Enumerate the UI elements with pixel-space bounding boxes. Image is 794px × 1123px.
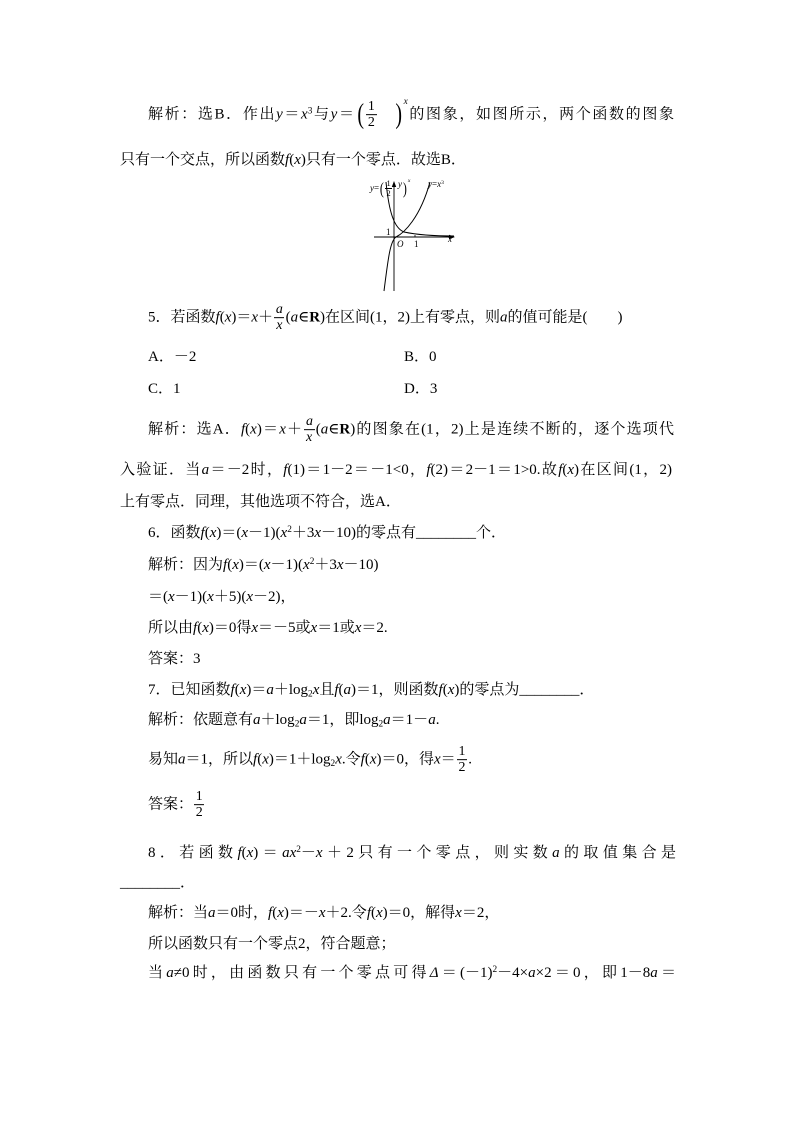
italic-variable: x [369,751,377,768]
text-run: )只有一个零点．故选B． [300,152,466,168]
solution-7-line-1 [148,709,439,731]
text-run: － [300,845,316,861]
italic-variable: f [283,462,288,478]
solution-6-line-2 [148,586,296,608]
fraction [457,744,467,776]
exponent: x [403,96,408,107]
italic-variable: y [428,179,432,189]
italic-variable: x [354,620,362,636]
text-run: ( [227,557,233,573]
text-run: 答案：3 [148,651,201,667]
italic-variable: x [301,106,308,123]
fraction-numerator: 1 [458,744,466,760]
text-run: ＋log [260,712,295,728]
italic-variable: a [383,712,391,728]
solution-8-line-3 [148,962,676,984]
text-run: ＝(－1) [438,965,493,981]
text-run: ( [234,682,240,698]
italic-variable: a [178,751,186,768]
question-5-option-c: C．1 [148,381,181,397]
text-run: 解析：当 [148,905,209,921]
italic-variable: x [207,589,214,605]
text-run: ＝1或 [317,620,355,636]
superscript: 3 [307,106,313,117]
text-run: ＝1，所以 [185,751,254,768]
question-6-stem [148,522,506,544]
text-run: 只有一个交点，所以函数 [120,152,286,168]
text-run: ( [241,845,247,861]
text-run: ＝1－ [390,712,429,728]
italic-variable: a [343,682,352,698]
text-run: ＋ [258,309,274,326]
italic-variable: a [650,965,658,981]
italic-variable: f [366,905,371,921]
italic-variable: f [230,682,235,698]
text-run: －10)的零点有________个． [321,525,507,541]
text-run: ＋3 [314,557,337,573]
solution-8-line-1 [148,902,499,924]
italic-variable: f [193,620,198,636]
italic-variable: x [168,589,175,605]
text-run: ＝ [282,106,302,123]
text-run: )＝0得 [208,620,252,636]
italic-variable: x [224,309,232,326]
italic-variable: x [336,557,344,573]
function-graph-figure [368,178,458,292]
text-run: 解析：因为 [148,557,224,573]
text-run: －1)( [174,589,208,605]
italic-variable: a [166,965,174,981]
text-run: －1)( [248,525,281,541]
italic-variable: x [263,557,271,573]
text-run: ( [197,620,203,636]
text-run: .令 [341,751,361,768]
text-run: )＝ [231,309,252,326]
text-run: (1)＝1－2＝－1<0， [287,462,427,478]
italic-variable: Δ [429,965,439,981]
fraction-denominator: 2 [458,760,466,776]
fraction [385,179,391,198]
text-run: )在区间(1，2) [574,462,672,478]
superscript: 2 [296,844,301,855]
text-run: 6．函数 [148,525,201,541]
answer-7 [148,789,206,821]
text-run: )的零点为________． [454,682,595,698]
text-run: ＝2. [361,620,388,636]
italic-variable: a [299,712,307,728]
fraction-denominator: 2 [386,189,391,199]
text-run: ＝－2时， [209,462,284,478]
italic-variable: f [438,682,443,698]
solution-6-line-1 [148,554,379,576]
solution-4-line-2 [120,149,466,171]
bold-symbol: R [339,421,351,438]
italic-variable: a [500,309,508,326]
italic-variable: f [334,682,339,698]
italic-variable: x [251,309,259,326]
origin-label: O [397,239,404,249]
italic-variable: a [428,712,436,728]
text-run: ( [245,421,251,438]
text-run: 的图象，如图所示，两个函数的图象 [407,106,674,123]
text-run: 当 [148,965,167,981]
italic-variable: y [330,106,338,123]
text-run: )的图象在(1，2)上是连续不断的，逐个选项代 [350,421,674,438]
fraction [304,414,314,446]
italic-variable: f [268,905,273,921]
text-run: ( [562,462,568,478]
italic-variable: x [455,905,462,921]
solution-7-line-2 [148,744,472,776]
question-5-option-a: A．－2 [148,349,197,365]
italic-variable: f [200,525,205,541]
text-run: 8．若函数 [148,845,238,861]
exponent: x [407,177,411,184]
superscript: 2 [287,524,292,535]
fraction [194,789,204,821]
fraction [366,99,376,131]
italic-variable: x [314,525,322,541]
text-run: ＋5)( [213,589,247,605]
italic-variable: x [310,620,318,636]
parenthesized-fraction-power [356,96,408,131]
italic-variable: x [241,525,249,541]
text-run: ∈ [328,421,340,438]
text-run: ＝( [148,589,168,605]
text-run: ( [289,152,295,168]
close-paren: ) [403,179,408,199]
text-run: ( [257,751,263,768]
fraction-numerator: 1 [386,179,391,188]
italic-variable: f [558,462,563,478]
italic-variable: a [290,309,299,326]
cubic-curve-label [428,179,444,189]
y-axis-label: y [398,179,402,189]
italic-variable: a [208,905,216,921]
italic-variable: x [433,751,441,768]
text-run: ( [272,905,278,921]
italic-variable: a [266,682,274,698]
open-paren: ( [357,98,364,130]
italic-variable: f [223,557,228,573]
italic-variable: x [209,525,217,541]
fraction-denominator: 2 [195,805,203,821]
text-run: )＝－ [283,905,319,921]
text-run: )＝( [238,557,264,573]
italic-variable: a [552,845,560,861]
fraction-numerator: a [306,414,313,430]
text-run: ＋ [285,421,304,438]
italic-variable: y [370,182,374,193]
text-run: )＝1＋log [268,751,331,768]
italic-variable: f [215,309,220,326]
text-run: 且 [319,682,335,698]
text-run: －1)( [270,557,304,573]
text-run: )＝0，得 [376,751,434,768]
italic-variable: x [315,845,323,861]
text-run: ( [219,309,225,326]
italic-variable: f [426,462,431,478]
text-run: ( [370,905,376,921]
text-run: = [374,182,380,193]
exponential-curve-label [370,179,410,198]
y-axis-unit-label: 1 [386,227,391,237]
text-run: ＝ [657,965,676,981]
text-run: ( [338,682,344,698]
solution-5-line-1 [148,414,674,446]
text-run: 的值可能是( ) [507,309,623,326]
text-run: 上有零点．同理，其他选项不符合，选A． [120,494,401,510]
italic-variable: x [239,682,247,698]
subscript: 2 [294,719,300,730]
italic-variable: x [251,620,259,636]
italic-variable: x [447,682,455,698]
text-run: )＝ [246,682,267,698]
text-run: 的取值集合是 [559,845,676,861]
question-5-option-b: B．0 [404,349,437,365]
x-axis-unit-label: 1 [414,239,419,249]
italic-variable: x [318,905,326,921]
text-run: ( [364,751,370,768]
solution-8-line-2 [148,933,396,955]
text-run: ＝ [337,106,356,123]
text-run: 所以由 [148,620,194,636]
text-run: 解析：依题意有 [148,712,254,728]
superscript: 2 [309,556,315,567]
superscript: 2 [492,964,498,975]
text-run: －4× [497,965,529,981]
text-run: ＝－5或 [258,620,311,636]
italic-variable: x [202,620,209,636]
text-run: 解析：选A． [148,421,241,438]
question-8-stem-line-1 [148,842,676,864]
text-run: = [432,179,438,189]
text-run: 所以函数只有一个零点2，符合题意； [148,936,396,952]
text-run: －2)， [253,589,296,605]
italic-variable: y [276,106,283,123]
fraction-denominator: 2 [367,115,375,131]
italic-variable: x [375,905,383,921]
italic-variable: ax [282,845,297,861]
text-run: ＋2.令 [325,905,367,921]
fraction-denominator: x [306,430,313,446]
text-run: ＝2， [461,905,500,921]
text-run: 答案： [148,796,194,813]
italic-variable: x [232,557,239,573]
fraction-numerator: a [275,302,283,318]
text-run: ＋log [273,682,309,698]
italic-variable: f [237,845,242,861]
italic-variable: f [253,751,258,768]
answer-6 [148,648,201,670]
text-run: 易知 [148,751,179,768]
subscript: 2 [308,689,313,700]
italic-variable: x [567,462,575,478]
italic-variable: f [360,751,365,768]
italic-variable: x [280,525,288,541]
text-run: 解析：选B．作出 [148,106,277,123]
text-run: 7．已知函数 [148,682,231,698]
open-paren: ( [379,179,384,199]
fraction [274,302,284,334]
question-5-stem [148,302,623,334]
solution-6-line-3 [148,617,388,639]
italic-variable: x [312,682,320,698]
text-run: )在区间(1，2)上有零点，则 [320,309,501,326]
question-7-stem [148,679,594,701]
italic-variable: x [279,421,286,438]
text-run: ( [285,309,291,326]
bold-symbol: R [309,309,321,326]
text-run: ________． [120,875,196,891]
fraction-denominator: x [276,318,283,334]
italic-variable: x [250,421,257,438]
text-run: )＝ [253,845,283,861]
italic-variable: x [262,751,269,768]
italic-variable: a [253,712,261,728]
text-run: ∈ [298,309,310,326]
italic-variable: a [201,462,210,478]
text-run: )＝( [216,525,242,541]
text-run: . [468,751,472,768]
italic-variable: x [335,751,342,768]
text-run: )＝ [256,421,280,438]
italic-variable: x [277,905,284,921]
text-run: ＝0时， [215,905,269,921]
italic-variable: x [246,589,254,605]
subscript: 2 [330,759,336,770]
text-run: ≠0时，由函数只有一个零点可得 [173,965,430,981]
italic-variable: x [294,152,301,168]
fraction-numerator: 1 [367,99,375,115]
text-run: ×2＝0，即1－8 [535,965,651,981]
italic-variable: x [437,179,442,189]
text-run: ＋3 [291,525,315,541]
question-8-stem-line-2 [120,872,195,894]
text-run: ( [315,421,321,438]
text-run: (2)＝2－1＝1>0.故 [430,462,559,478]
italic-variable: a [320,421,329,438]
text-run: )＝1，则函数 [351,682,439,698]
text-run: ＋2只有一个零点，则实数 [322,845,553,861]
close-paren: ) [395,98,403,130]
italic-variable: f [240,421,246,438]
italic-variable: x [303,557,310,573]
text-run: . [435,712,440,728]
solution-4-line-1 [148,96,674,131]
fraction-numerator: 1 [195,789,203,805]
text-run: 入验证．当 [120,462,202,478]
text-run: )＝0，解得 [382,905,456,921]
text-run: 5．若函数 [148,309,216,326]
x-axis-label: x [448,234,452,244]
italic-variable: x [246,845,254,861]
superscript: 3 [441,179,444,186]
text-run: ( [204,525,210,541]
italic-variable: a [528,965,536,981]
subscript: 2 [378,719,384,730]
text-run: ( [442,682,448,698]
text-run: ＝1，即log [306,712,379,728]
parenthesized-fraction-power [379,179,410,198]
solution-5-line-2 [120,459,672,481]
italic-variable: f [285,152,290,168]
text-run: 与 [312,106,331,123]
text-run: ＝ [440,751,456,768]
question-5-option-d: D．3 [404,381,438,397]
text-run: －10) [343,557,379,573]
solution-5-line-3 [120,491,401,513]
